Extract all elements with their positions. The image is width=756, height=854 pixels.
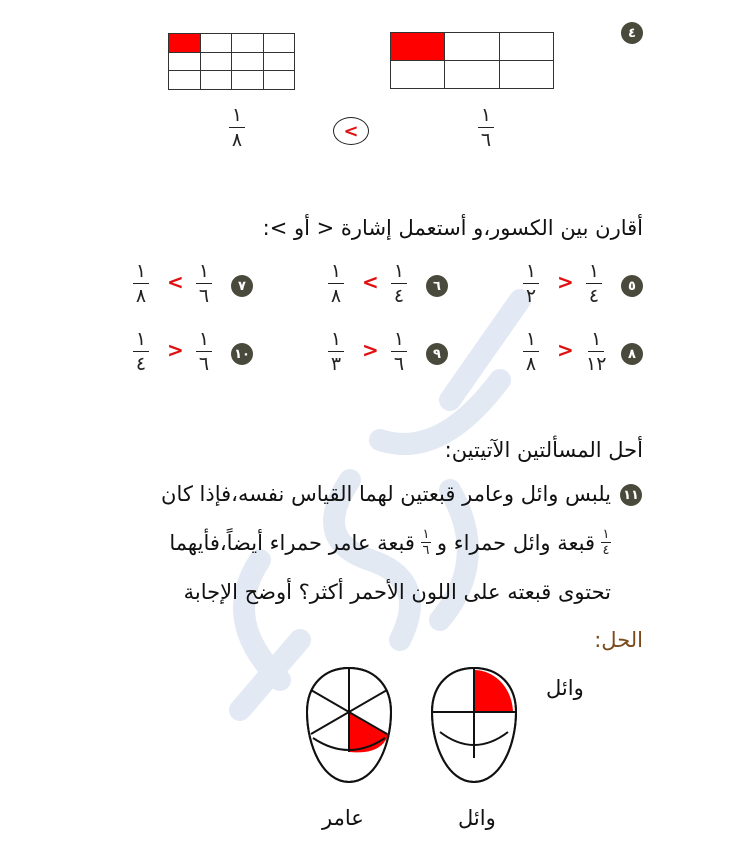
problem-11-line-2-part-1: قبعة وائل حمراء و [436,530,595,555]
comparison-sign: > [557,338,574,362]
comparison-fraction: ١ ٢ [523,260,539,307]
comparison-fraction: ١ ٤ [391,260,407,307]
answer-word: وائل [546,676,584,700]
comparison-fraction: ١ ٦ [196,260,212,307]
comparison-fraction: ١ ٤ [586,260,602,307]
fraction-quarter: $\frac{١}{٤}$ [602,527,610,558]
instruction-text: أقارن بين الكسور،و أستعمل إشارة < أو >: [262,216,643,240]
cap-quarters [428,666,520,786]
cap-label-amer: عامر [322,806,364,830]
grid-eighths [168,33,295,90]
question-11-badge: ١١ [620,484,642,506]
comparison-sign: > [557,270,574,294]
comparison-fraction: ١ ١٢ [586,328,607,375]
comparison-badge: ٧ [231,275,253,297]
q4-left-fraction: ١ ٨ [229,104,245,151]
fraction-sixth: $\frac{١}{٦}$ [422,527,430,558]
cap-sixths [303,666,395,786]
problems-heading: أحل المسألتين الآتيتين: [444,438,643,462]
comparison-fraction: ١ ٦ [196,328,212,375]
comparison-sign: < [362,270,379,294]
q4-answer-sign: < [343,120,359,142]
solution-label: الحل: [594,628,643,652]
cap-label-wael: وائل [458,806,496,830]
problem-11-line-2 [169,528,611,557]
comparison-fraction: ١ ٨ [328,260,344,307]
comparison-sign: > [362,338,379,362]
comparison-badge: ٦ [426,275,448,297]
q4-right-fraction: ١ ٦ [478,104,494,151]
comparison-badge: ١٠ [231,343,253,365]
comparison-badge: ٨ [621,343,643,365]
comparison-badge: ٩ [426,343,448,365]
problem-11-line-2-part-2: قبعة عامر حمراء أيضاً،فأيهما [169,530,415,555]
comparison-sign: < [167,270,184,294]
comparison-fraction: ١ ٨ [133,260,149,307]
q4-answer-circle [333,117,369,145]
question-4-badge: ٤ [621,22,643,44]
comparison-fraction: ١ ٤ [133,328,149,375]
comparison-fraction: ١ ٦ [391,328,407,375]
comparison-fraction: ١ ٨ [523,328,539,375]
comparison-sign: > [167,338,184,362]
comparison-badge: ٥ [621,275,643,297]
cap-quarters-shaded [474,670,513,712]
problem-11-line-1: يلبس وائل وعامر قبعتين لهما القياس نفسه،فإذا كان [161,482,611,506]
grid-sixths [390,32,554,89]
problem-11-line-3: تحتوى قبعته على اللون الأحمر أكثر؟ أوضح الإجابة [183,580,611,604]
comparison-fraction: ١ ٣ [328,328,344,375]
